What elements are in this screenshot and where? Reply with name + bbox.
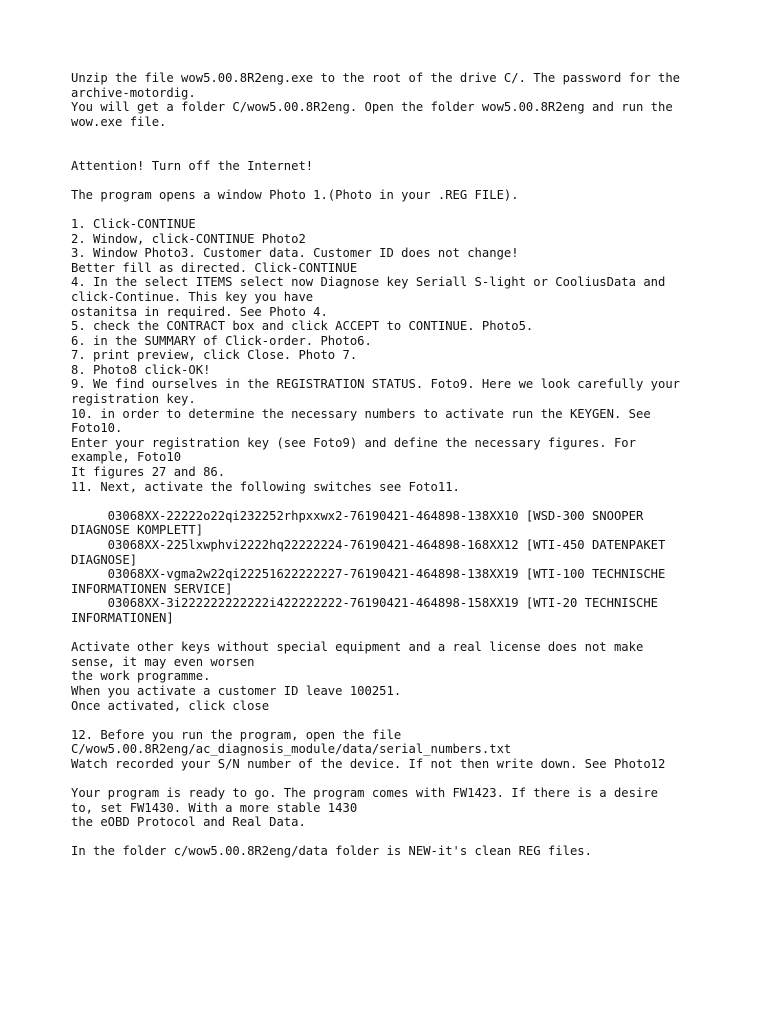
key-line: 03068XX-vgma2w22qi22251622222227-76190421-464898-138XX19 [WTI-100 TECHNISCHE [71,567,666,582]
text-line: to, set FW1430. With a more stable 1430 [71,800,358,815]
text-line: the work programme. [71,669,211,684]
text-line: When you activate a customer ID leave 100251. [71,683,402,698]
blank-line [71,626,711,641]
attention-line: Attention! Turn off the Internet! [71,158,314,173]
step-line: 9. We find ourselves in the REGISTRATION STATUS. Foto9. Here we look carefully your [71,377,681,392]
step-line: 12. Before you run the program, open the file [71,727,402,742]
step-line: example, Foto10 [71,450,182,465]
text-line: In the folder c/wow5.00.8R2eng/data folder is NEW-it's clean REG files. [71,844,592,859]
text-line: The program opens a window Photo 1.(Photo in your .REG FILE). [71,187,519,202]
key-line: DIAGNOSE] [71,552,138,567]
step-line: 5. check the CONTRACT box and click ACCEPT to CONTINUE. Photo5. [71,319,534,334]
step-line: Foto10. [71,421,123,436]
text-line: Activate other keys without special equipment and a real license does not make [71,640,644,655]
blank-line [71,129,711,144]
key-line: INFORMATIONEN] [71,610,174,625]
text-line: the eOBD Protocol and Real Data. [71,815,306,830]
step-line: 6. in the SUMMARY of Click-order. Photo6. [71,333,372,348]
file-path-line: C/wow5.00.8R2eng/ac_diagnosis_module/data/serial_numbers.txt [71,742,512,757]
text-line: Unzip the file wow5.00.8R2eng.exe to the root of the drive C/. The password for the [71,71,681,85]
key-line: 03068XX-22222o22qi232252rhpxxwx2-76190421-464898-138XX10 [WSD-300 SNOOPER [71,508,644,523]
key-line: DIAGNOSE KOMPLETT] [71,523,204,538]
step-line: 1. Click-CONTINUE [71,216,196,231]
text-line: Once activated, click close [71,698,270,713]
step-line: 3. Window Photo3. Customer data. Customer ID does not change! [71,246,519,261]
text-line: wow.exe file. [71,114,167,129]
blank-line [71,494,711,509]
step-line: 2. Window, click-CONTINUE Photo2 [71,231,306,246]
key-line: 03068XX-225lxwphvi2222hq22222224-76190421-464898-168XX12 [WTI-450 DATENPAKET [71,538,666,552]
step-line: 11. Next, activate the following switches see Foto11. [71,479,460,494]
step-line: registration key. [71,392,196,407]
step-line: 7. print preview, click Close. Photo 7. [71,348,358,363]
key-line: 03068XX-3i222222222222i422222222-76190421-464898-158XX19 [WTI-20 TECHNISCHE [71,596,658,611]
blank-line [71,830,711,845]
blank-line [71,772,711,787]
step-line: click-Continue. This key you have [71,289,314,304]
blank-line [71,173,711,188]
step-line: Enter your registration key (see Foto9) and define the necessary figures. For [71,435,636,450]
text-line: You will get a folder C/wow5.00.8R2eng. Open the folder wow5.00.8R2eng and run the [71,100,673,115]
document-page [71,71,711,859]
blank-line [71,713,711,728]
blank-line [71,144,711,159]
text-line: Your program is ready to go. The program comes with FW1423. If there is a desire [71,786,658,801]
step-line: ostanitsa in required. See Photo 4. [71,304,328,319]
step-line: Better fill as directed. Click-CONTINUE [71,260,358,275]
step-line: 10. in order to determine the necessary numbers to activate run the KEYGEN. See [71,406,651,421]
blank-line [71,202,711,217]
step-line: 8. Photo8 click-OK! [71,362,211,377]
text-line: sense, it may even worsen [71,654,255,669]
key-line: INFORMATIONEN SERVICE] [71,581,233,596]
step-line: 4. In the select ITEMS select now Diagnose key Seriall S-light or CooliusData and [71,275,666,290]
text-line: Watch recorded your S/N number of the device. If not then write down. See Photo12 [71,756,666,771]
text-line: archive-motordig. [71,85,196,100]
step-line: It figures 27 and 86. [71,465,226,480]
